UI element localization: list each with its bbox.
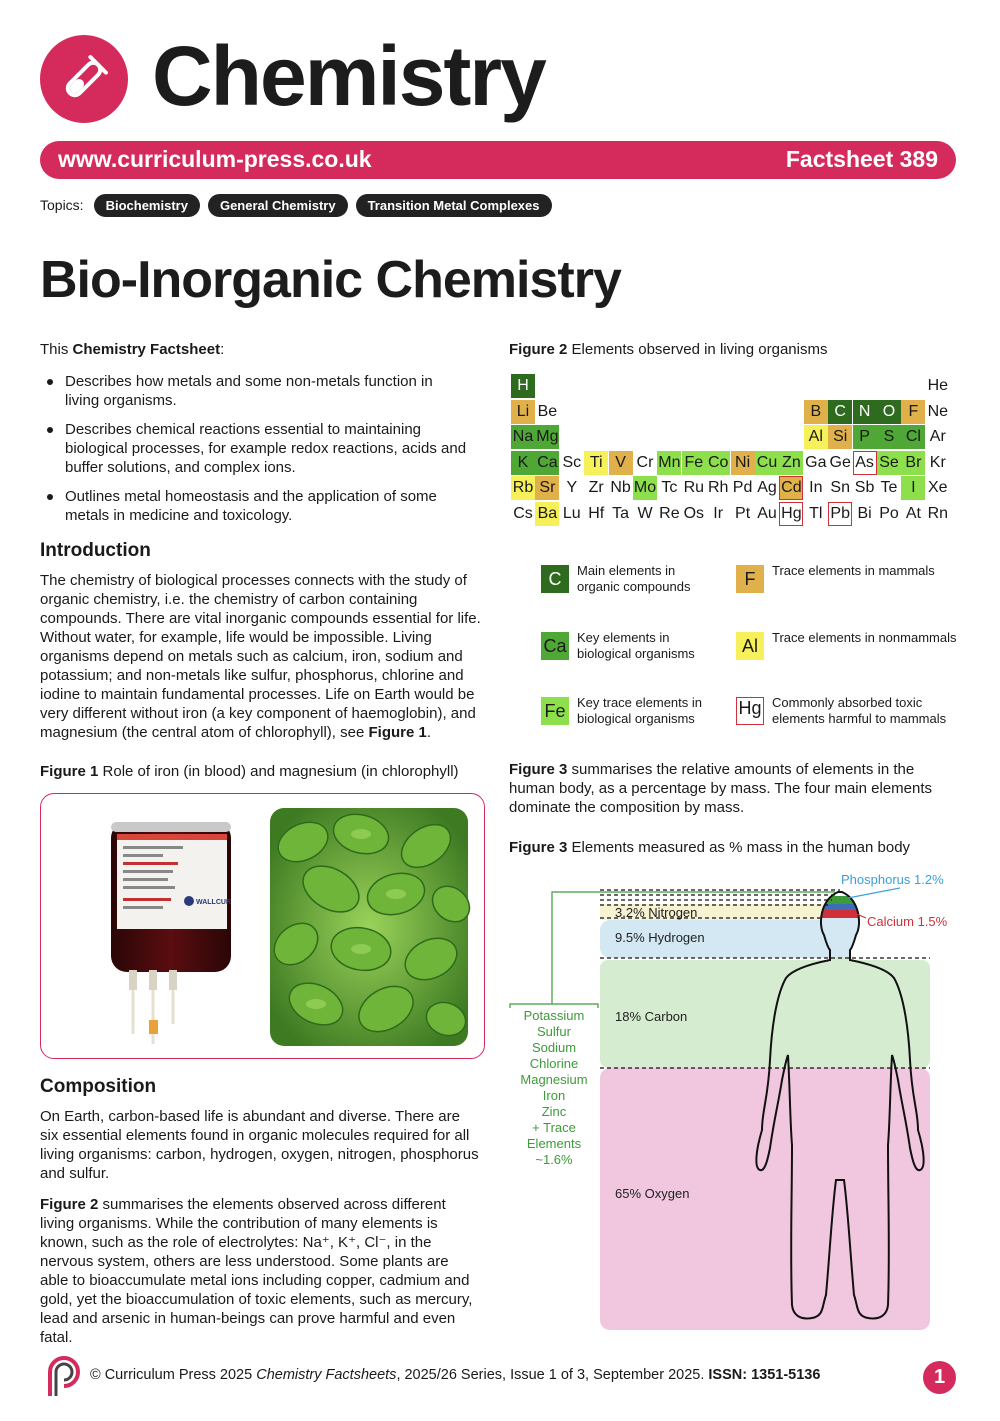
element-cell-re: Re (659, 504, 680, 522)
element-cell-zr: Zr (588, 479, 604, 496)
figure1-ref: Figure 1 (368, 724, 427, 741)
element-cell-xe: Xe (928, 479, 948, 496)
bullet-item: Describes chemical reactions essential to maintaining biological processes, for example redox reactions, acids and buffer solutions, and complex ions. (40, 420, 470, 477)
element-cell-tc: Tc (661, 479, 678, 496)
body-composition-bands (600, 892, 960, 1330)
composition-p2-text: summarises the elements observed across different living organisms. While the contribution of many elements is known, such as the role of electrolytes: Na⁺, K⁺, Cl⁻, in the nervous system, others are less understood. Some plants are able to bioaccumulate metal ions including copper, cadmium and gold, yet the bioaccumulation of toxic elements, such as mercury, lead and arsenic in human-beings can prove harmful and even fatal. (40, 1196, 473, 1346)
introduction-end: . (426, 724, 432, 741)
element-cell-cs: Cs (513, 504, 533, 522)
figure3-label: Figure 3 (509, 839, 568, 856)
legend-swatch-c: C (541, 565, 569, 593)
element-cell-kr: Kr (929, 453, 946, 471)
hydrogen-label: 9.5% Hydrogen (615, 930, 705, 945)
element-cell-ca: Ca (535, 451, 559, 475)
element-cell-bi: Bi (857, 504, 872, 522)
element-cell-cu: Cu (755, 451, 779, 475)
element-cell-ag: Ag (757, 479, 777, 496)
element-cell-be: Be (537, 402, 558, 420)
element-cell-zn: Zn (779, 451, 803, 475)
figure3-intro (509, 760, 954, 817)
lead-prefix: This (40, 341, 73, 358)
element-cell-li: Li (511, 400, 535, 424)
other-element: Sulfur (537, 1024, 571, 1039)
other-element: Elements (526, 1136, 582, 1151)
element-cell-in: In (809, 479, 823, 496)
legend-label: Key trace elements in biological organisms (577, 695, 703, 726)
blood-bag-brand: WALLCUR (196, 899, 231, 906)
element-cell-nb: Nb (610, 479, 631, 496)
bullet-item: Describes how metals and some non-metals function in living organisms. (40, 372, 470, 410)
figure1-label: Figure 1 (40, 763, 99, 780)
element-cell-al: Al (804, 425, 828, 449)
legend-label: Commonly absorbed toxic elements harmful to mammals (772, 695, 947, 726)
element-cell-rb: Rb (511, 476, 535, 500)
other-element: Potassium (523, 1008, 585, 1023)
topics-row (40, 193, 552, 217)
topics-label: Topics: (40, 197, 84, 213)
element-cell-h: H (511, 374, 535, 398)
element-cell-cr: Cr (636, 453, 654, 471)
calcium-label: Calcium 1.5% (867, 914, 948, 929)
lead-line (40, 340, 480, 359)
figure1-images (41, 794, 486, 1060)
element-cell-n: N (853, 400, 877, 424)
element-cell-mo: Mo (633, 476, 657, 500)
element-cell-ni: Ni (731, 451, 755, 475)
legend-label: Trace elements in nonmammals (772, 630, 957, 645)
element-cell-cl: Cl (901, 425, 925, 449)
figure1-caption-text: Role of iron (in blood) and magnesium (in chlorophyll) (98, 763, 459, 780)
element-cell-br: Br (901, 451, 925, 475)
element-cell-si: Si (828, 425, 852, 449)
element-cell-ta: Ta (612, 504, 630, 522)
element-cell-b: B (804, 400, 828, 424)
element-cell-os: Os (683, 504, 705, 522)
oxygen-label: 65% Oxygen (615, 1186, 690, 1201)
logo-badge (40, 35, 128, 123)
element-cell-he: He (927, 377, 949, 394)
figure3-caption-text: Elements measured as % mass in the human body (567, 839, 911, 856)
topic-pill-biochemistry[interactable]: Biochemistry (94, 194, 200, 217)
footer-series: Chemistry Factsheets (256, 1367, 397, 1383)
element-cell-ne: Ne (927, 402, 949, 420)
legend-label: Key elements in biological organisms (577, 630, 695, 661)
figure3-ref: Figure 3 (509, 761, 568, 778)
legend-swatch-fe: Fe (541, 697, 569, 725)
element-cell-se: Se (877, 451, 901, 475)
blood-bag-image (111, 822, 231, 1044)
footer-text (90, 1366, 820, 1385)
element-cell-po: Po (879, 504, 899, 522)
element-cell-v: V (609, 451, 633, 475)
other-element: Iron (542, 1088, 566, 1103)
element-cell-sb: Sb (854, 479, 875, 496)
figure2-caption (509, 340, 827, 359)
element-cell-pt: Pt (735, 504, 751, 522)
element-cell-ga: Ga (805, 453, 827, 471)
element-cell-ti: Ti (584, 451, 608, 475)
page-number: 1 (923, 1361, 956, 1394)
figure2-label: Figure 2 (509, 341, 568, 358)
legend-label: Trace elements in mammals (772, 563, 935, 578)
publisher-logo-icon (40, 1352, 80, 1400)
element-cell-cd: Cd (779, 476, 803, 500)
element-cell-k: K (511, 451, 535, 475)
legend-swatch-hg: Hg (736, 697, 764, 725)
lead-suffix: : (220, 341, 225, 358)
element-cell-c: C (828, 400, 852, 424)
test-tube-icon (40, 35, 128, 123)
header-banner (40, 141, 956, 179)
element-cell-as: As (853, 451, 877, 475)
footer (40, 1358, 956, 1398)
factsheet-number: Factsheet 389 (785, 146, 938, 172)
element-cell-sn: Sn (830, 479, 850, 496)
nitrogen-label: 3.2% Nitrogen (615, 905, 698, 920)
element-cell-o: O (877, 400, 901, 424)
legend-label: Main elements in organic compounds (577, 563, 691, 594)
composition-p2 (40, 1195, 480, 1347)
element-cell-ar: Ar (929, 428, 946, 445)
element-cell-i: I (901, 476, 925, 500)
composition-p1: On Earth, carbon-based life is abundant and diverse. There are six essential elements found in organic molecules required for all living organisms: carbon, hydrogen, oxygen, nitrogen, phosphorus and sulfur. (40, 1108, 479, 1182)
other-element: Chlorine (529, 1056, 579, 1071)
element-cell-mn: Mn (657, 451, 681, 475)
site-url-link[interactable]: www.curriculum-press.co.uk (58, 146, 372, 172)
topic-pill-general-chemistry[interactable]: General Chemistry (208, 194, 348, 217)
element-cell-sr: Sr (535, 476, 559, 500)
phosphorus-label: Phosphorus 1.2% (841, 872, 944, 887)
legend-swatch-al: Al (736, 632, 764, 660)
figure3-caption (509, 838, 910, 857)
element-cell-te: Te (880, 479, 898, 496)
element-cell-sc: Sc (562, 453, 582, 471)
element-cell-au: Au (757, 504, 777, 522)
composition-heading: Composition (40, 1076, 157, 1097)
footer-series-info: , 2025/26 Series, Issue 1 of 3, September 2025. (396, 1367, 709, 1383)
lead-bold: Chemistry Factsheet (72, 341, 221, 358)
bullet-item: Outlines metal homeostasis and the application of some metals in medicine and toxicology. (40, 487, 470, 525)
element-cell-co: Co (706, 451, 730, 475)
carbon-label: 18% Carbon (615, 1009, 688, 1024)
introduction-heading: Introduction (40, 540, 151, 561)
phosphorus-pointer (848, 888, 900, 898)
element-cell-p: P (853, 425, 877, 449)
element-cell-rh: Rh (707, 479, 729, 496)
element-cell-lu: Lu (562, 504, 581, 522)
brand-title: Chemistry (152, 29, 545, 123)
other-element: Sodium (531, 1040, 577, 1055)
element-cell-y: Y (566, 479, 578, 496)
footer-issn: ISSN: 1351-5136 (708, 1367, 821, 1383)
element-cell-tl: Tl (809, 504, 823, 522)
element-cell-ba: Ba (535, 502, 559, 526)
element-cell-rn: Rn (927, 504, 949, 522)
topic-pill-transition-metal[interactable]: Transition Metal Complexes (356, 194, 552, 217)
element-cell-pd: Pd (732, 479, 753, 496)
element-cell-at: At (905, 504, 921, 522)
element-cell-fe: Fe (682, 451, 706, 475)
element-cell-s: S (877, 425, 901, 449)
element-cell-hf: Hf (588, 504, 605, 522)
introduction-body: The chemistry of biological processes connects with the study of organic chemistry, i.e. the chemistry of carbon containing compounds. There are vital inorganic compounds essential for life. Without water, for example, life would be impossible. Living organisms depend on metals such as calcium, iron, sodium and potassium; and non-metals like sulfur, phosphorus, chlorine and iodine to maintain fundamental processes. Life on Earth would be very different without iron (a key component of haemoglobin), and magnesium (the central atom of chlorophyll), see (40, 572, 481, 741)
element-cell-na: Na (511, 425, 535, 449)
element-cell-f: F (901, 400, 925, 424)
introduction-text (40, 571, 485, 742)
figure1-frame (40, 793, 485, 1059)
figure2-caption-text: Elements observed in living organisms (567, 341, 828, 358)
legend-swatch-f: F (736, 565, 764, 593)
summary-bullets (40, 372, 470, 533)
element-cell-pb: Pb (828, 502, 852, 526)
figure1-caption (40, 762, 459, 781)
figure2-ref: Figure 2 (40, 1196, 99, 1213)
other-element: Magnesium (520, 1072, 588, 1087)
element-cell-mg: Mg (535, 425, 559, 449)
element-cell-ge: Ge (829, 453, 851, 471)
element-cell-ru: Ru (683, 479, 705, 496)
other-element: ~1.6% (535, 1152, 573, 1167)
figure3-intro-text: summarises the relative amounts of elements in the human body, as a percentage by mass. The four main elements dominate the composition by mass. (509, 761, 933, 816)
footer-copyright: © Curriculum Press 2025 (90, 1367, 257, 1383)
plant-leaves-image (266, 808, 477, 1046)
element-cell-hg: Hg (779, 502, 803, 526)
other-element: + Trace (532, 1120, 576, 1135)
page-title: Bio-Inorganic Chemistry (40, 251, 621, 309)
element-cell-w: W (637, 504, 653, 522)
other-elements-list (510, 1008, 598, 1168)
legend-swatch-ca: Ca (541, 632, 569, 660)
element-cell-ir: Ir (713, 504, 724, 522)
other-element: Zinc (541, 1104, 567, 1119)
